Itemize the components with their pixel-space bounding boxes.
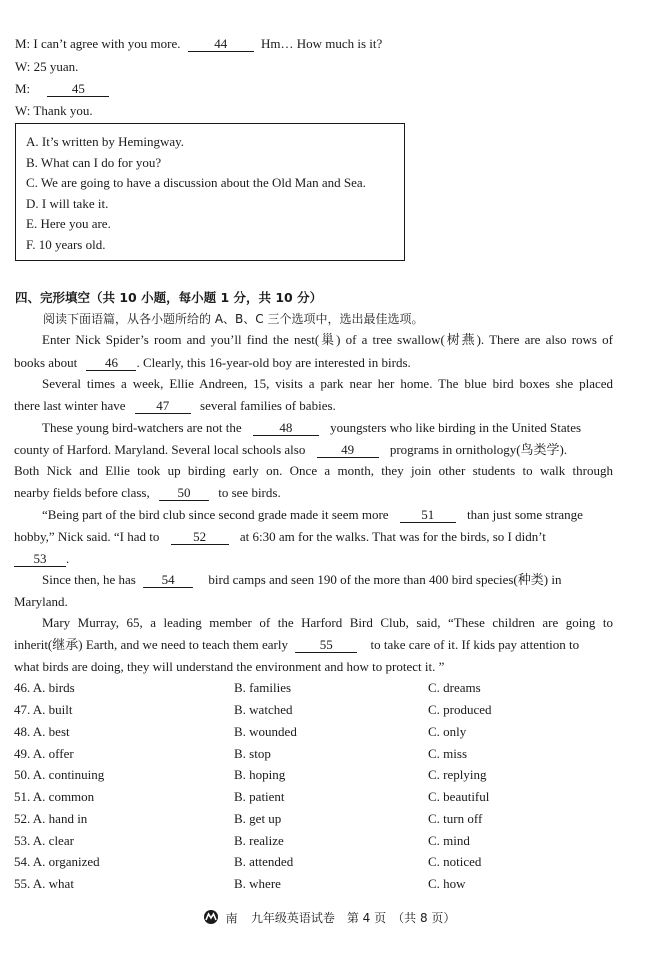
passage-line-53 (14, 551, 69, 567)
question-51 (14, 789, 614, 805)
passage-line: Both Nick and Ellie took up birding early on. Once a month, they join other students to walk through (14, 463, 613, 478)
option-b: B. What can I do for you? (26, 155, 162, 170)
school-logo-icon (202, 909, 220, 930)
passage-text: . Clearly, this 16-year-old boy are interested in birds. (136, 355, 411, 370)
choice-b: B. families (234, 680, 292, 695)
passage-text: nearby fields before class, (14, 485, 150, 500)
choice-a: 49. A. offer (14, 746, 74, 761)
choice-a: 48. A. best (14, 724, 70, 739)
choice-c: C. miss (428, 746, 468, 761)
passage-line-50 (14, 485, 281, 501)
dialogue-text: Hm… How much is it? (260, 36, 383, 51)
question-53 (14, 833, 614, 849)
answer-blank-50: 50 (159, 486, 209, 501)
choice-a: 55. A. what (14, 876, 74, 891)
choice-c: C. replying (428, 767, 487, 782)
passage-text: youngsters who like birding in the United States (330, 420, 582, 435)
passage-text: Since then, he has (42, 572, 136, 587)
option-d: D. I will take it. (26, 196, 109, 211)
passage-text: at 6:30 am for the walks. That was for the birds, so I didn’t (239, 529, 546, 544)
passage-text: to see birds. (218, 485, 281, 500)
option-a: A. It’s written by Hemingway. (26, 134, 185, 149)
footer-school: 南 (225, 911, 238, 926)
question-48 (14, 724, 614, 740)
passage-line-49 (14, 442, 567, 458)
choice-c: C. produced (428, 702, 492, 717)
passage-text: county of Harford. Maryland. Several local schools also (14, 442, 306, 457)
answer-blank-48: 48 (253, 421, 319, 436)
option-e: E. Here you are. (26, 216, 111, 231)
passage-text: several families of babies. (200, 398, 336, 413)
choice-c: C. turn off (428, 811, 483, 826)
answer-blank-46: 46 (86, 356, 136, 371)
page-footer (0, 909, 657, 930)
question-52 (14, 811, 614, 827)
choice-c: C. mind (428, 833, 470, 848)
passage-line-47 (14, 398, 336, 414)
dialogue-line-45 (15, 81, 109, 97)
choice-a: 47. A. built (14, 702, 73, 717)
dialogue-line-44 (15, 36, 382, 52)
answer-blank-51: 51 (400, 508, 456, 523)
passage-text: inherit(继承) Earth, and we need to teach them early (14, 637, 288, 652)
question-46 (14, 680, 614, 696)
passage-text: than just some strange (467, 507, 583, 522)
question-55 (14, 876, 614, 892)
passage-line: Enter Nick Spider’s room and you’ll find the nest(巢) of a tree swallow(树燕). There are also rows of (42, 332, 613, 347)
option-f: F. 10 years old. (26, 237, 106, 252)
choice-b: B. stop (234, 746, 271, 761)
passage-line: Several times a week, Ellie Andreen, 15, visits a park near her home. The blue bird boxes she placed (42, 376, 613, 391)
dialogue-text: M: (15, 81, 31, 96)
choice-c: C. noticed (428, 854, 482, 869)
choice-c: C. only (428, 724, 467, 739)
dialogue-line: W: Thank you. (15, 103, 93, 118)
passage-text: to take care of it. If kids pay attention to (370, 637, 580, 652)
choice-a: 46. A. birds (14, 680, 75, 695)
choice-a: 52. A. hand in (14, 811, 88, 826)
passage-text: bird camps and seen 190 of the more than 400 bird species(种类) in (208, 572, 562, 587)
section-instruction: 阅读下面语篇，从各小题所给的 A、B、C 三个选项中，选出最佳选项。 (43, 312, 424, 326)
passage-line-46 (14, 355, 411, 371)
passage-text: . (66, 551, 70, 566)
question-49 (14, 746, 614, 762)
choice-a: 50. A. continuing (14, 767, 105, 782)
question-54 (14, 854, 614, 870)
passage-line-51 (42, 507, 583, 523)
dialogue-line: W: 25 yuan. (15, 59, 79, 74)
option-c: C. We are going to have a discussion about the Old Man and Sea. (26, 175, 366, 190)
section-heading: 四、完形填空（共 10 小题，每小题 1 分，共 10 分） (15, 290, 323, 305)
passage-line-48 (42, 420, 581, 436)
choice-c: C. beautiful (428, 789, 490, 804)
dialogue-text: M: I can’t agree with you more. (15, 36, 181, 51)
answer-blank-47: 47 (135, 399, 191, 414)
choice-b: B. hoping (234, 767, 286, 782)
choice-a: 53. A. clear (14, 833, 74, 848)
answer-blank-49: 49 (317, 443, 379, 458)
answer-blank-53: 53 (14, 552, 66, 567)
choice-c: C. how (428, 876, 466, 891)
choice-a: 54. A. organized (14, 854, 100, 869)
choice-b: B. wounded (234, 724, 297, 739)
passage-line-55 (14, 637, 579, 653)
choice-b: B. watched (234, 702, 293, 717)
passage-text: programs in ornithology(鸟类学). (389, 442, 568, 457)
footer-page-info: 九年级英语试卷 第 4 页 （共 8 页） (250, 911, 456, 926)
choice-b: B. where (234, 876, 281, 891)
passage-text: hobby,” Nick said. “I had to (14, 529, 160, 544)
question-50 (14, 767, 614, 783)
choice-b: B. realize (234, 833, 284, 848)
passage-text: “Being part of the bird club since second grade made it seem more (42, 507, 389, 522)
question-47 (14, 702, 614, 718)
choice-b: B. get up (234, 811, 282, 826)
answer-blank-45: 45 (47, 82, 109, 97)
choice-b: B. patient (234, 789, 285, 804)
choice-c: C. dreams (428, 680, 481, 695)
passage-line: Maryland. (14, 594, 68, 609)
answer-blank-52: 52 (171, 530, 229, 545)
passage-text: there last winter have (14, 398, 126, 413)
choice-b: B. attended (234, 854, 294, 869)
answer-blank-44: 44 (188, 37, 254, 52)
passage-line-52 (14, 529, 546, 545)
answer-blank-55: 55 (295, 638, 357, 653)
passage-text: books about (14, 355, 78, 370)
choice-a: 51. A. common (14, 789, 95, 804)
passage-line: what birds are doing, they will understand the environment and how to protect it. ” (14, 659, 445, 674)
passage-line-54 (42, 572, 561, 588)
answer-blank-54: 54 (143, 573, 193, 588)
passage-text: These young bird-watchers are not the (42, 420, 242, 435)
options-box (15, 123, 405, 261)
passage-line: Mary Murray, 65, a leading member of the Harford Bird Club, said, “These children are going to (42, 615, 613, 630)
